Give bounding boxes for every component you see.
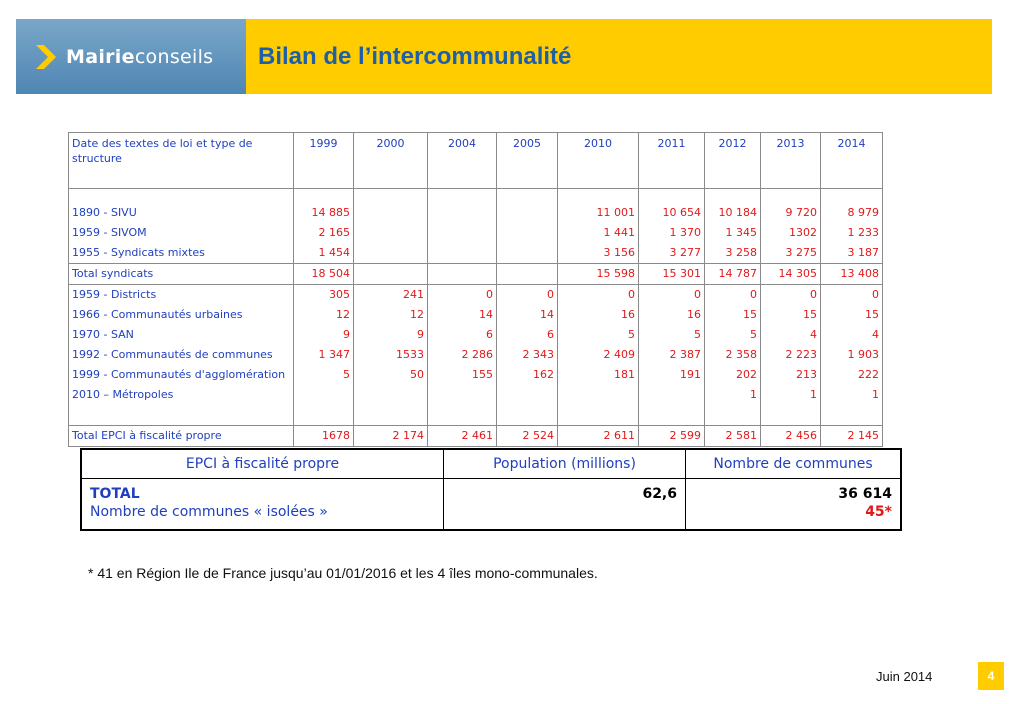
cell-value: 14 787 xyxy=(705,264,761,285)
cell-value: 16 xyxy=(558,305,639,325)
cell-value: 241 xyxy=(354,285,428,306)
cell-value: 6 xyxy=(497,325,558,345)
cell-value xyxy=(354,385,428,405)
cell-value: 1678 xyxy=(294,426,354,447)
cell-value xyxy=(497,223,558,243)
summary-population-cell xyxy=(444,479,686,531)
cell-value: 1 xyxy=(761,385,821,405)
cell-value xyxy=(428,385,497,405)
logo-text xyxy=(66,46,213,68)
cell-value: 12 xyxy=(294,305,354,325)
summary-header-communes: Nombre de communes xyxy=(686,449,902,479)
cell-value: 2 145 xyxy=(821,426,883,447)
cell-value: 2 343 xyxy=(497,345,558,365)
population-value: 62,6 xyxy=(642,486,677,502)
cell-value: 9 xyxy=(294,325,354,345)
cell-value: 3 156 xyxy=(558,243,639,264)
cell-value: 2 581 xyxy=(705,426,761,447)
cell-value: 0 xyxy=(761,285,821,306)
cell-value: 3 277 xyxy=(639,243,705,264)
row-label: 1966 - Communautés urbaines xyxy=(69,305,294,325)
row-label: 1999 - Communautés d'agglomération xyxy=(69,365,294,385)
year-header-2011: 2011 xyxy=(639,133,705,189)
cell-value: 14 885 xyxy=(294,203,354,223)
total-label: TOTAL xyxy=(90,486,140,502)
row-label: 1992 - Communautés de communes xyxy=(69,345,294,365)
cell-value xyxy=(294,385,354,405)
cell-value: 10 184 xyxy=(705,203,761,223)
row-label: Total EPCI à fiscalité propre xyxy=(69,426,294,447)
cell-value: 2 456 xyxy=(761,426,821,447)
cell-value: 2 286 xyxy=(428,345,497,365)
cell-value: 10 654 xyxy=(639,203,705,223)
communes-value: 36 614 xyxy=(838,486,892,502)
table-row-syndicats-mixtes xyxy=(69,243,883,264)
cell-value: 1533 xyxy=(354,345,428,365)
cell-value: 8 979 xyxy=(821,203,883,223)
cell-value: 11 001 xyxy=(558,203,639,223)
table-row-san xyxy=(69,325,883,345)
table-row-total-epci xyxy=(69,426,883,447)
cell-value: 3 275 xyxy=(761,243,821,264)
cell-value: 0 xyxy=(558,285,639,306)
year-header-2000: 2000 xyxy=(354,133,428,189)
cell-value: 15 xyxy=(705,305,761,325)
cell-value: 18 504 xyxy=(294,264,354,285)
cell-value: 15 301 xyxy=(639,264,705,285)
cell-value xyxy=(558,385,639,405)
cell-value: 50 xyxy=(354,365,428,385)
table-header-label: Date des textes de loi et type de structure xyxy=(69,133,294,189)
table-row-communautes-de-communes xyxy=(69,345,883,365)
cell-value: 2 223 xyxy=(761,345,821,365)
cell-value: 305 xyxy=(294,285,354,306)
isolees-label: Nombre de communes « isolées » xyxy=(90,504,328,520)
summary-table xyxy=(80,448,902,531)
row-label: 1890 - SIVU xyxy=(69,203,294,223)
cell-value: 2 387 xyxy=(639,345,705,365)
summary-header-row xyxy=(81,449,901,479)
logo xyxy=(16,19,246,94)
cell-value: 222 xyxy=(821,365,883,385)
cell-value: 1 441 xyxy=(558,223,639,243)
cell-value: 2 409 xyxy=(558,345,639,365)
cell-value: 14 xyxy=(497,305,558,325)
cell-value: 15 xyxy=(821,305,883,325)
intercommunality-table xyxy=(68,132,883,447)
cell-value: 162 xyxy=(497,365,558,385)
summary-header-epci: EPCI à fiscalité propre xyxy=(81,449,444,479)
table-row-communautes-urbaines xyxy=(69,305,883,325)
year-header-2004: 2004 xyxy=(428,133,497,189)
table-row-communautes-agglomeration xyxy=(69,365,883,385)
cell-value: 6 xyxy=(428,325,497,345)
cell-value: 3 187 xyxy=(821,243,883,264)
cell-value: 1 xyxy=(821,385,883,405)
cell-value: 181 xyxy=(558,365,639,385)
cell-value: 5 xyxy=(558,325,639,345)
cell-value: 3 258 xyxy=(705,243,761,264)
cell-value: 5 xyxy=(639,325,705,345)
cell-value: 1302 xyxy=(761,223,821,243)
cell-value: 2 524 xyxy=(497,426,558,447)
cell-value: 1 347 xyxy=(294,345,354,365)
cell-value xyxy=(497,243,558,264)
summary-label-cell xyxy=(81,479,444,531)
cell-value: 2 611 xyxy=(558,426,639,447)
row-label: 1959 - SIVOM xyxy=(69,223,294,243)
cell-value: 0 xyxy=(705,285,761,306)
cell-value: 2 174 xyxy=(354,426,428,447)
cell-value: 4 xyxy=(761,325,821,345)
cell-value xyxy=(497,203,558,223)
year-header-2012: 2012 xyxy=(705,133,761,189)
cell-value: 16 xyxy=(639,305,705,325)
cell-value: 9 720 xyxy=(761,203,821,223)
row-label: 1959 - Districts xyxy=(69,285,294,306)
year-header-2013: 2013 xyxy=(761,133,821,189)
cell-value: 2 461 xyxy=(428,426,497,447)
table-header-row xyxy=(69,133,883,189)
cell-value: 14 xyxy=(428,305,497,325)
cell-value xyxy=(639,385,705,405)
cell-value: 2 358 xyxy=(705,345,761,365)
cell-value xyxy=(428,243,497,264)
cell-value: 1 370 xyxy=(639,223,705,243)
chevron-right-icon xyxy=(34,43,58,71)
cell-value: 0 xyxy=(821,285,883,306)
footer-date: Juin 2014 xyxy=(876,669,933,684)
cell-value: 202 xyxy=(705,365,761,385)
cell-value: 2 165 xyxy=(294,223,354,243)
cell-value: 12 xyxy=(354,305,428,325)
table-row-total-syndicats xyxy=(69,264,883,285)
year-header-2005: 2005 xyxy=(497,133,558,189)
cell-value: 1 233 xyxy=(821,223,883,243)
cell-value xyxy=(354,243,428,264)
cell-value xyxy=(428,264,497,285)
cell-value xyxy=(428,223,497,243)
cell-value: 15 598 xyxy=(558,264,639,285)
page-title: Bilan de l’intercommunalité xyxy=(258,42,572,70)
cell-value: 0 xyxy=(639,285,705,306)
row-label: 2010 – Métropoles xyxy=(69,385,294,405)
logo-text-bold: Mairie xyxy=(66,45,135,68)
footnote: * 41 en Région Ile de France jusqu’au 01/01/2016 et les 4 îles mono-communales. xyxy=(88,565,598,581)
cell-value xyxy=(428,203,497,223)
cell-value xyxy=(354,264,428,285)
spacer-row xyxy=(69,189,883,204)
cell-value: 213 xyxy=(761,365,821,385)
table-row-sivom xyxy=(69,223,883,243)
summary-row xyxy=(81,479,901,531)
cell-value: 0 xyxy=(497,285,558,306)
summary-communes-cell xyxy=(686,479,902,531)
cell-value xyxy=(354,203,428,223)
table-row-districts xyxy=(69,285,883,306)
year-header-2014: 2014 xyxy=(821,133,883,189)
cell-value: 191 xyxy=(639,365,705,385)
title-bar xyxy=(246,19,992,94)
cell-value: 9 xyxy=(354,325,428,345)
table-row-metropoles xyxy=(69,385,883,405)
cell-value: 15 xyxy=(761,305,821,325)
table-row-sivu xyxy=(69,203,883,223)
spacer-row xyxy=(69,405,883,426)
cell-value: 2 599 xyxy=(639,426,705,447)
isolees-value: 45* xyxy=(865,504,892,520)
cell-value: 14 305 xyxy=(761,264,821,285)
row-label: 1970 - SAN xyxy=(69,325,294,345)
summary-header-population: Population (millions) xyxy=(444,449,686,479)
cell-value: 5 xyxy=(705,325,761,345)
row-label: 1955 - Syndicats mixtes xyxy=(69,243,294,264)
cell-value xyxy=(497,264,558,285)
cell-value: 1 345 xyxy=(705,223,761,243)
logo-text-light: conseils xyxy=(134,45,214,68)
cell-value: 5 xyxy=(294,365,354,385)
cell-value: 1 454 xyxy=(294,243,354,264)
year-header-2010: 2010 xyxy=(558,133,639,189)
cell-value: 1 xyxy=(705,385,761,405)
cell-value xyxy=(497,385,558,405)
cell-value: 4 xyxy=(821,325,883,345)
row-label: Total syndicats xyxy=(69,264,294,285)
page-number: 4 xyxy=(978,662,1004,690)
cell-value: 1 903 xyxy=(821,345,883,365)
cell-value: 0 xyxy=(428,285,497,306)
cell-value: 13 408 xyxy=(821,264,883,285)
cell-value xyxy=(354,223,428,243)
year-header-1999: 1999 xyxy=(294,133,354,189)
cell-value: 155 xyxy=(428,365,497,385)
